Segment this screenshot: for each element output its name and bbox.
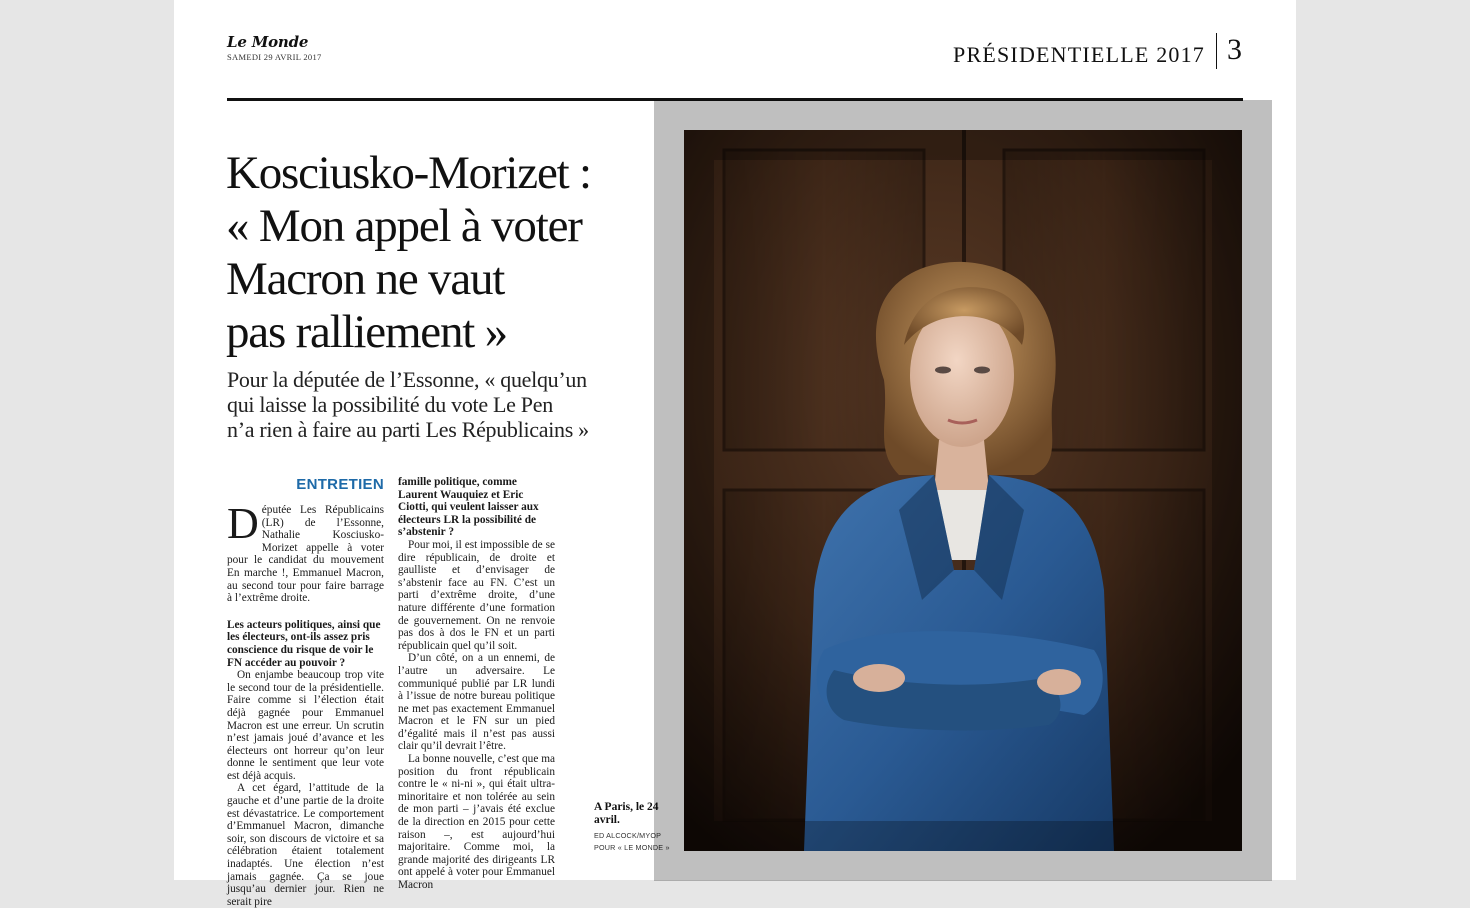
body-paragraph: A cet égard, l’attitude de la gauche et d’une partie de la droite est dévastatrice. Le comportement d’Emmanuel Macron, dimanche soir, son discours de victoire et sa célébration étaient totalement inadaptés. Une élection n’est jamais gagnée. Ça se joue jusqu’au dernier jour. Rien ne serait pire	[227, 782, 384, 908]
le-monde-logo[interactable]: Le Monde	[227, 33, 309, 51]
caption-place: A Paris, le 24 avril.	[594, 801, 659, 826]
portrait-photo[interactable]	[684, 130, 1242, 851]
headline-line: « Mon appel à voter	[226, 200, 582, 252]
interview-question: Les acteurs politiques, ainsi que les électeurs, ont-ils assez pris conscience du risque de voir le FN accéder au pouvoir ?	[227, 618, 381, 669]
body-paragraph: Pour moi, il est impossible de se dire républicain, de droite et gaulliste et d’envisager de s’abstenir face au FN. C’est un parti d’extrême droite, d’une nature différente d’une formation de gouvernement. On ne renvoie pas dos à dos le FN et un parti républicain quel qu’il soit.	[398, 538, 555, 652]
standfirst-line: qui laisse la possibilité du vote Le Pen	[227, 392, 553, 417]
body-paragraph: D’un côté, on a un ennemi, de l’autre un adversaire. Le communiqué publié par LR lundi à l’issue de notre bureau politique ne met pas exactement Emmanuel Macron et le FN sur un pied d’égalité mais il n’est pas aussi clair qu’il devrait l’être.	[398, 652, 555, 753]
headline-line: Macron ne vaut	[226, 253, 505, 305]
article-column-1	[227, 476, 384, 908]
article-column-2	[398, 476, 555, 892]
photo-credit-line: POUR « LE MONDE »	[594, 843, 670, 852]
section-name: PRÉSIDENTIELLE 2017	[953, 41, 1205, 67]
headline-line: Kosciusko-Morizet :	[226, 147, 591, 199]
issue-date: SAMEDI 29 AVRIL 2017	[227, 52, 322, 62]
newspaper-page	[174, 0, 1296, 908]
interview-question: famille politique, comme Laurent Wauquiez et Eric Ciotti, qui veulent laisser aux électeurs LR la possibilité de s’abstenir ?	[398, 476, 539, 539]
article-kicker: ENTRETIEN	[296, 476, 384, 493]
standfirst-line: Pour la députée de l’Essonne, « quelqu’un	[227, 367, 587, 392]
headline-line: pas ralliement »	[226, 306, 507, 358]
portrait-illustration	[684, 130, 1242, 851]
page-number: 3	[1227, 33, 1242, 66]
lead-text: éputée Les Républicains (LR) de l’Essonne, Nathalie Kosciusko-Morizet appelle à voter pour le candidat du mouvement En marche !, Emmanuel Macron, au second tour pour faire barrage à l’extrême droite.	[227, 504, 384, 605]
body-paragraph: On enjambe beaucoup trop vite le second tour de la présidentielle. Faire comme si l’élection était déjà gagnée pour Emmanuel Macron est une erreur. Un scrutin n’est jamais joué d’avance et les électeurs ont horreur qu’on leur donne le sentiment que leur vote est déjà acquis.	[227, 669, 384, 782]
photo-credit-line: ED ALCOCK/MYOP	[594, 831, 662, 840]
article-lead	[227, 499, 384, 605]
drop-cap: D	[227, 499, 259, 548]
section-header	[953, 32, 1242, 70]
standfirst-line: n’a rien à faire au parti Les Républicains »	[227, 417, 589, 442]
masthead	[227, 33, 322, 62]
headline	[226, 147, 646, 359]
standfirst	[227, 367, 647, 442]
body-paragraph: La bonne nouvelle, c’est que ma position du front républicain contre le « ni-ni », qui était ultra-minoritaire et non tolérée au sein de mon parti – j’avais été exclue de la direction en 2015 pour cette raison –, est aujourd’hui majoritaire. Comme moi, la grande majorité des dirigeants LR ont appelé à voter pour Emmanuel Macron	[398, 753, 555, 891]
